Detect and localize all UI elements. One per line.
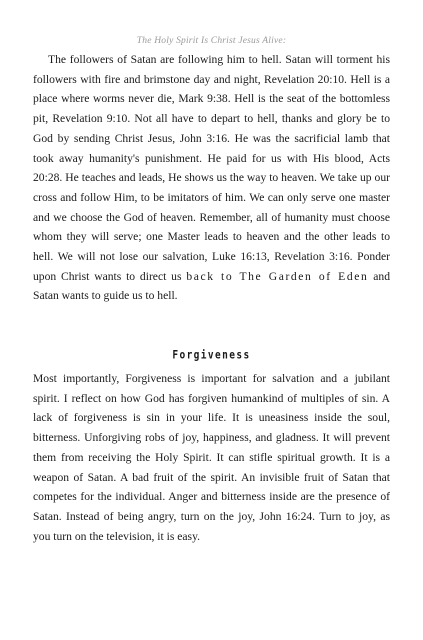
paragraph-forgiveness: Most importantly, Forgiveness is important for salvation and a jubilant spirit. I reflect on how God has forgiven humankind of multiples of sin. A lack of forgiveness is sin in your life. It is uneasiness inside the soul, bitterness. Unforgiving robs of joy, happiness, and gladness. It will prevent them from receiving the Holy Spirit. It can stifle spiritual growth. It is a weapon of Satan. A bad fruit of the spirit. An invisible fruit of Satan that competes for the individual. Anger and bitterness inside are the presence of Satan. Instead of being angry, turn on the joy, John 16:24. Turn to joy, as you turn on the television, it is easy. xyxy=(33,372,390,543)
running-header: The Holy Spirit Is Christ Jesus Alive: xyxy=(136,36,287,46)
spaced-phrase: back to The Garden of Eden xyxy=(186,269,369,283)
paragraph-satan-followers xyxy=(33,50,390,306)
paragraph-text: The followers of Satan are following him to hell. Satan will torment his followers with fire and brimstone day and night, Revelation 20:10. Hell is a place where worms never die, Mark 9:38. Hell is the seat of the bottomless pit, Revelation 9:10. Not all have to depart to hell, thanks and glory be to God by sending Christ Jesus, John 3:16. He was the sacrificial lamb that took away humanity's punishment. He paid for us with His blood, Acts 20:28. He teaches and leads, He shows us the way to heaven. We take up our cross and follow Him, to be imitators of him. We can only serve one master and we choose the God of heaven. Remember, all of humanity must choose whom they will serve; one Master leads to heaven and the other leads to hell. We will not lose our salvation, Luke 16:13, Revelation 3:16. Ponder upon Christ wants to direct us xyxy=(33,53,390,283)
paragraph-text-end: and Satan wants to guide us to hell. xyxy=(33,269,390,303)
section-heading: Forgiveness xyxy=(172,348,251,363)
